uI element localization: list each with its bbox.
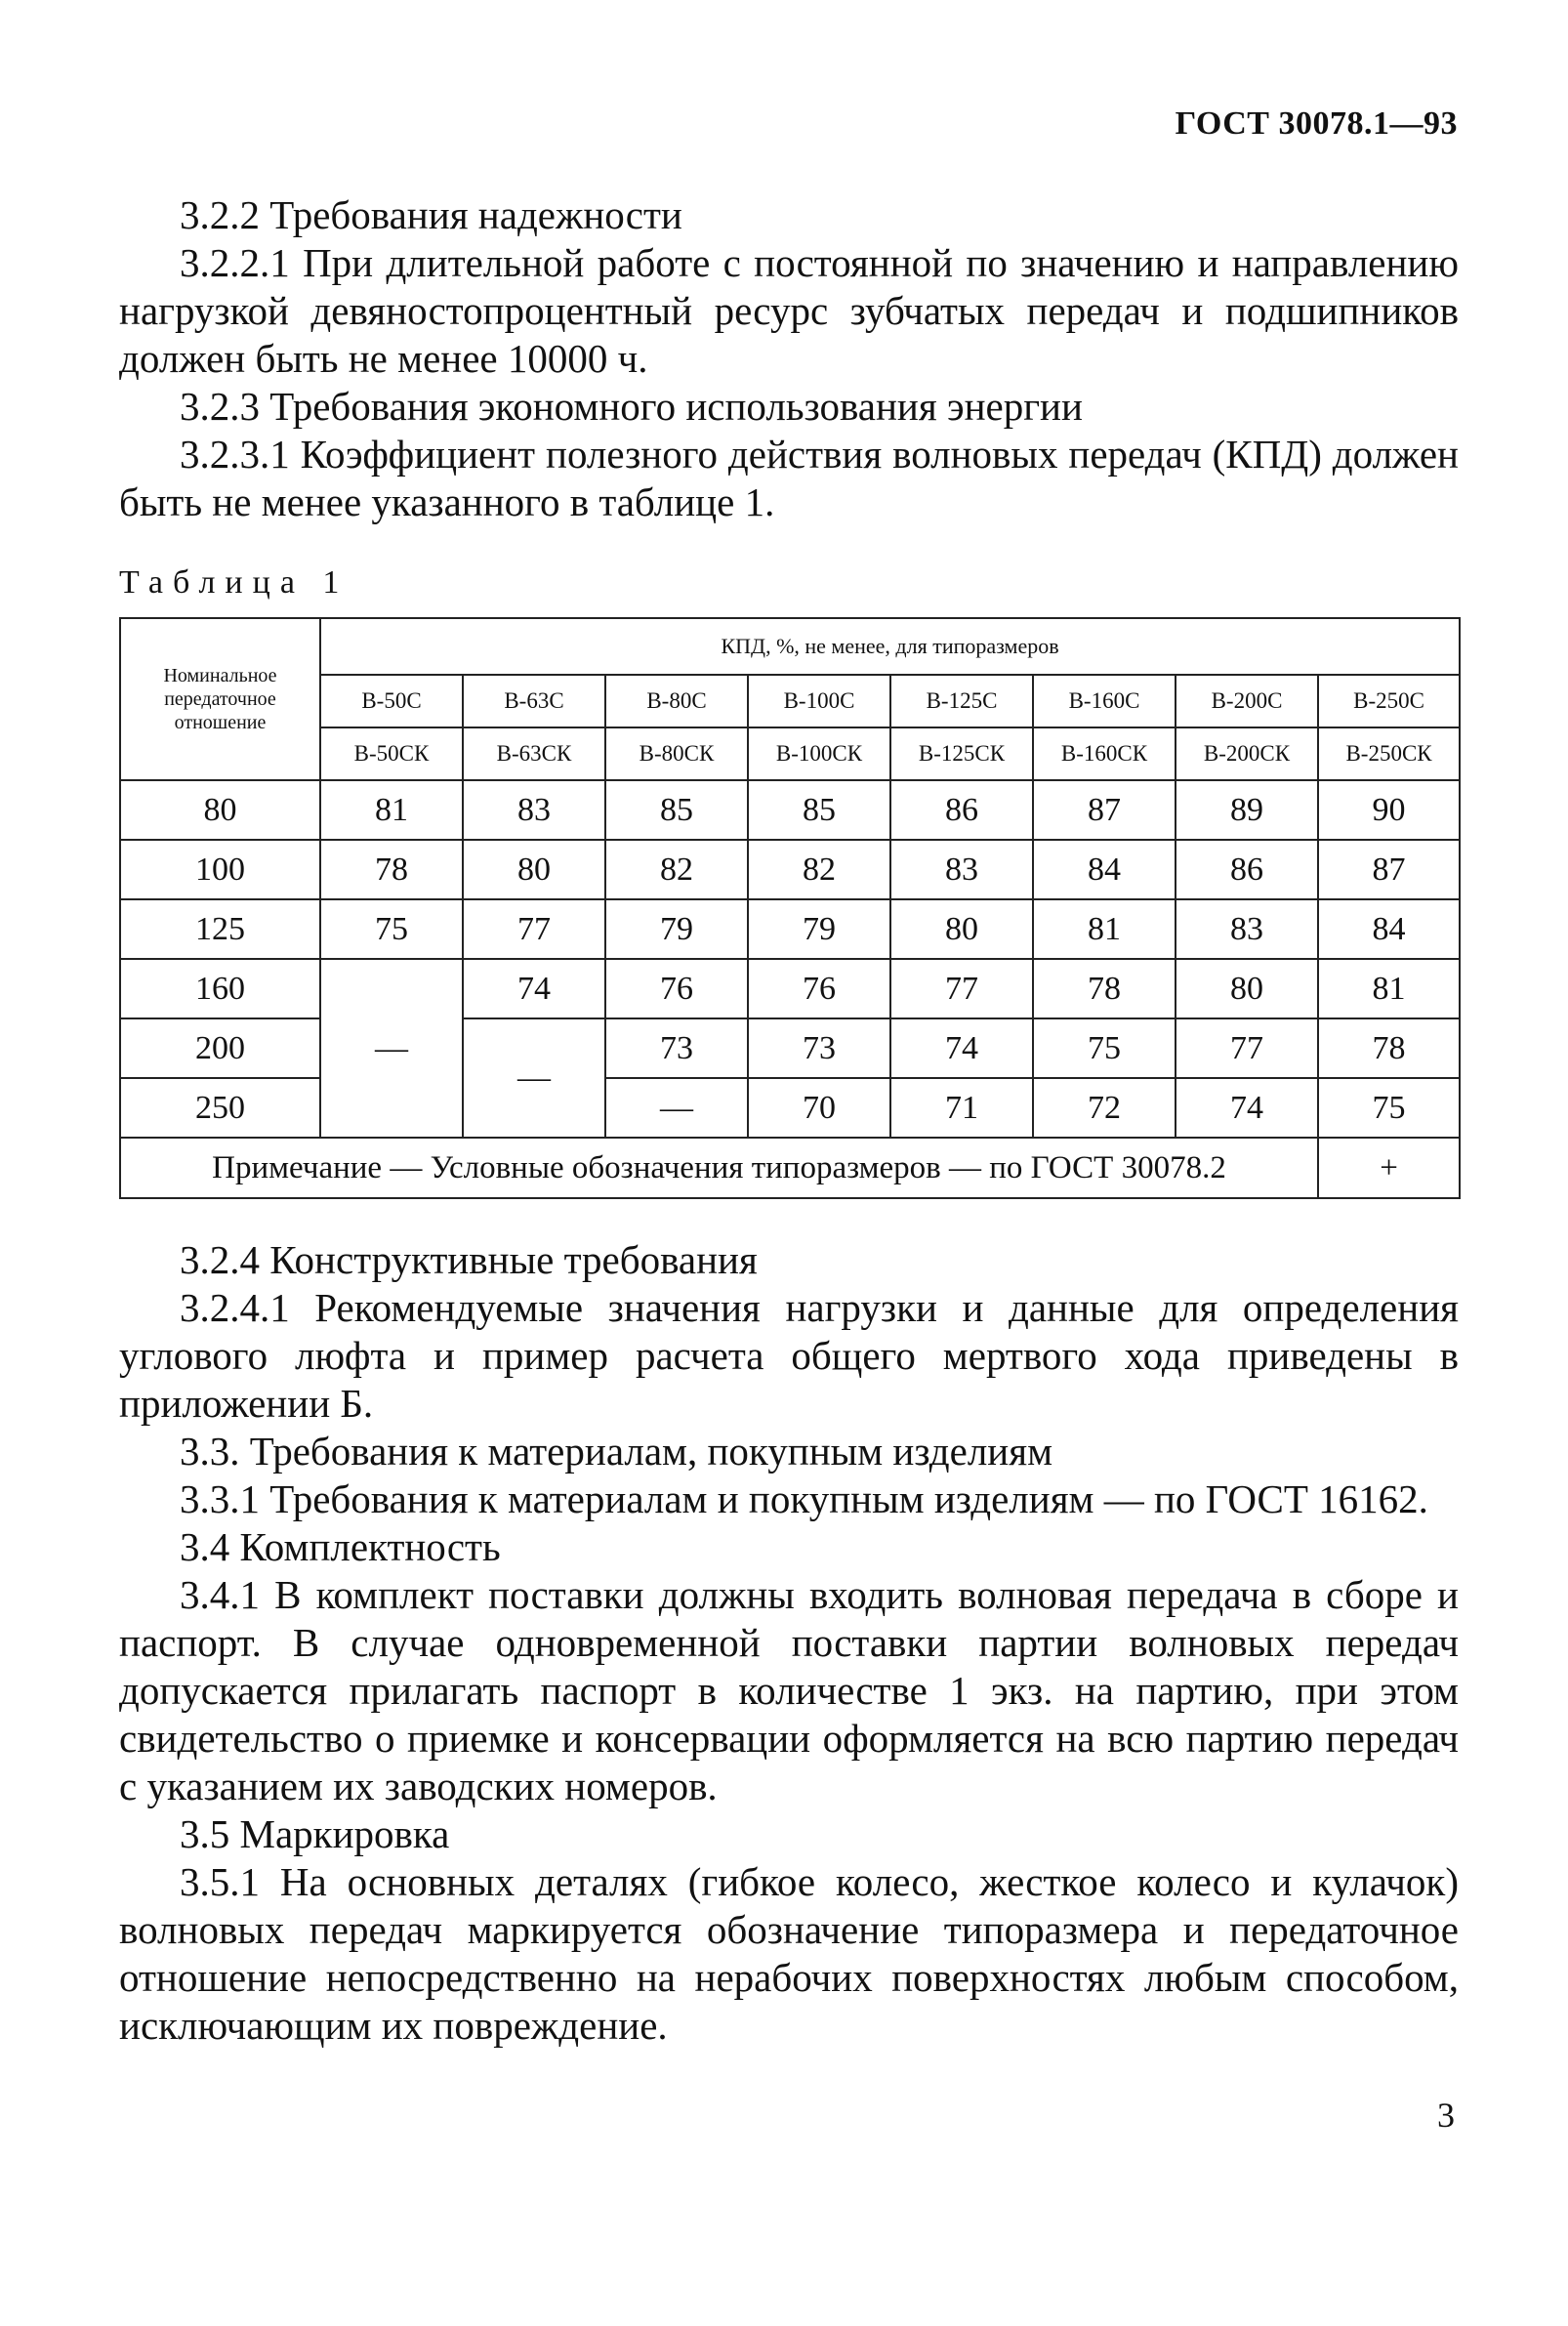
table-row bbox=[120, 899, 1460, 959]
type-header-sk: В-100СК bbox=[748, 727, 890, 780]
value-cell: 86 bbox=[1176, 840, 1318, 899]
value-cell: 75 bbox=[1033, 1018, 1176, 1078]
table-caption: Таблица 1 bbox=[119, 564, 350, 601]
value-cell: 73 bbox=[748, 1018, 890, 1078]
ratio-cell: 200 bbox=[120, 1018, 320, 1078]
section-reliability-energy bbox=[119, 191, 1459, 526]
table-row bbox=[120, 780, 1460, 840]
heading-reliability: 3.2.2 Требования надежности bbox=[180, 192, 682, 237]
paragraph-marking: 3.5.1 На основных деталях (гибкое колесо, жесткое колесо и кулачок) волновых передач маркируется обозначение типоразмера и передаточное отношение непосредственно на нерабочих поверхностях любым способом, исключающим их повреждение. bbox=[119, 1859, 1459, 2048]
value-cell: 79 bbox=[605, 899, 748, 959]
value-cell: — bbox=[605, 1078, 748, 1138]
heading-marking: 3.5 Маркировка bbox=[180, 1811, 450, 1856]
type-header-sk: В-125СК bbox=[890, 727, 1033, 780]
value-cell: 82 bbox=[605, 840, 748, 899]
type-header-sk: В-160СК bbox=[1033, 727, 1176, 780]
paragraph-completeness: 3.4.1 В комплект поставки должны входить волновая передача в сборе и паспорт. В случае одновременной поставки партии волновых передач допускается прилагать паспорт в количестве 1 экз. на партию, при этом свидетельство о приемке и консервации оформляется на всю партию передач с указанием их заводских номеров. bbox=[119, 1572, 1459, 1808]
value-cell: 74 bbox=[1176, 1078, 1318, 1138]
value-cell: 84 bbox=[1033, 840, 1176, 899]
type-header: В-200С bbox=[1176, 675, 1318, 727]
value-cell: 83 bbox=[463, 780, 605, 840]
empty-dash-cell: — bbox=[463, 1018, 605, 1138]
value-cell: 80 bbox=[463, 840, 605, 899]
value-cell: 81 bbox=[320, 780, 463, 840]
heading-materials: 3.3. Требования к материалам, покупным изделиям bbox=[180, 1429, 1053, 1474]
ratio-cell: 125 bbox=[120, 899, 320, 959]
section-design-materials-marking bbox=[119, 1236, 1459, 2050]
paragraph-efficiency: 3.2.3.1 Коэффициент полезного действия волновых передач (КПД) должен быть не менее указанного в таблице 1. bbox=[119, 432, 1459, 524]
value-cell: 84 bbox=[1318, 899, 1460, 959]
value-cell: 80 bbox=[1176, 959, 1318, 1018]
ratio-cell: 100 bbox=[120, 840, 320, 899]
table-row bbox=[120, 840, 1460, 899]
value-cell: 77 bbox=[463, 899, 605, 959]
value-cell: 79 bbox=[748, 899, 890, 959]
value-cell: 83 bbox=[1176, 899, 1318, 959]
type-header: В-160С bbox=[1033, 675, 1176, 727]
type-header: В-100С bbox=[748, 675, 890, 727]
value-cell: 77 bbox=[1176, 1018, 1318, 1078]
value-cell: 75 bbox=[320, 899, 463, 959]
table-row bbox=[120, 959, 1460, 1018]
value-cell: 83 bbox=[890, 840, 1033, 899]
type-header-sk: В-63СК bbox=[463, 727, 605, 780]
value-cell: 73 bbox=[605, 1018, 748, 1078]
table-note-mark: + bbox=[1318, 1138, 1460, 1198]
type-header-sk: В-80СК bbox=[605, 727, 748, 780]
value-cell: 70 bbox=[748, 1078, 890, 1138]
type-header: В-250С bbox=[1318, 675, 1460, 727]
efficiency-group-header: КПД, %, не менее, для типоразмеров bbox=[320, 618, 1460, 675]
value-cell: 90 bbox=[1318, 780, 1460, 840]
paragraph-materials: 3.3.1 Требования к материалам и покупным изделиям — по ГОСТ 16162. bbox=[180, 1476, 1428, 1521]
ratio-column-header: Номинальное передаточное отношение bbox=[120, 618, 320, 780]
heading-energy: 3.2.3 Требования экономного использования энергии bbox=[180, 384, 1083, 429]
value-cell: 87 bbox=[1318, 840, 1460, 899]
value-cell: 87 bbox=[1033, 780, 1176, 840]
value-cell: 89 bbox=[1176, 780, 1318, 840]
paragraph-design-loads: 3.2.4.1 Рекомендуемые значения нагрузки и данные для определения углового люфта и пример расчета общего мертвого хода приведены в приложении Б. bbox=[119, 1285, 1459, 1426]
value-cell: 82 bbox=[748, 840, 890, 899]
value-cell: 71 bbox=[890, 1078, 1033, 1138]
value-cell: 81 bbox=[1318, 959, 1460, 1018]
ratio-cell: 250 bbox=[120, 1078, 320, 1138]
ratio-cell: 160 bbox=[120, 959, 320, 1018]
ratio-cell: 80 bbox=[120, 780, 320, 840]
value-cell: 85 bbox=[605, 780, 748, 840]
value-cell: 76 bbox=[748, 959, 890, 1018]
value-cell: 80 bbox=[890, 899, 1033, 959]
value-cell: 85 bbox=[748, 780, 890, 840]
value-cell: 76 bbox=[605, 959, 748, 1018]
value-cell: 75 bbox=[1318, 1078, 1460, 1138]
value-cell: 86 bbox=[890, 780, 1033, 840]
heading-completeness: 3.4 Комплектность bbox=[180, 1524, 501, 1569]
standard-code: ГОСТ 30078.1—93 bbox=[1175, 105, 1458, 142]
value-cell: 74 bbox=[463, 959, 605, 1018]
value-cell: 77 bbox=[890, 959, 1033, 1018]
paragraph-reliability-resource: 3.2.2.1 При длительной работе с постоянной по значению и направлению нагрузкой девяностопроцентный ресурс зубчатых передач и подшипников должен быть не менее 10000 ч. bbox=[119, 240, 1459, 381]
type-header: В-50С bbox=[320, 675, 463, 727]
type-header: В-80С bbox=[605, 675, 748, 727]
efficiency-table bbox=[119, 617, 1461, 1199]
type-header: В-125С bbox=[890, 675, 1033, 727]
value-cell: 78 bbox=[1318, 1018, 1460, 1078]
page-number: 3 bbox=[1437, 2096, 1455, 2135]
type-header: В-63С bbox=[463, 675, 605, 727]
value-cell: 81 bbox=[1033, 899, 1176, 959]
value-cell: 72 bbox=[1033, 1078, 1176, 1138]
value-cell: 74 bbox=[890, 1018, 1033, 1078]
value-cell: 78 bbox=[1033, 959, 1176, 1018]
table-note: Примечание — Условные обозначения типоразмеров — по ГОСТ 30078.2 bbox=[120, 1138, 1318, 1198]
type-header-sk: В-200СК bbox=[1176, 727, 1318, 780]
heading-design: 3.2.4 Конструктивные требования bbox=[180, 1237, 758, 1282]
value-cell: 78 bbox=[320, 840, 463, 899]
type-header-sk: В-250СК bbox=[1318, 727, 1460, 780]
type-header-sk: В-50СК bbox=[320, 727, 463, 780]
empty-dash-cell: — bbox=[320, 959, 463, 1138]
